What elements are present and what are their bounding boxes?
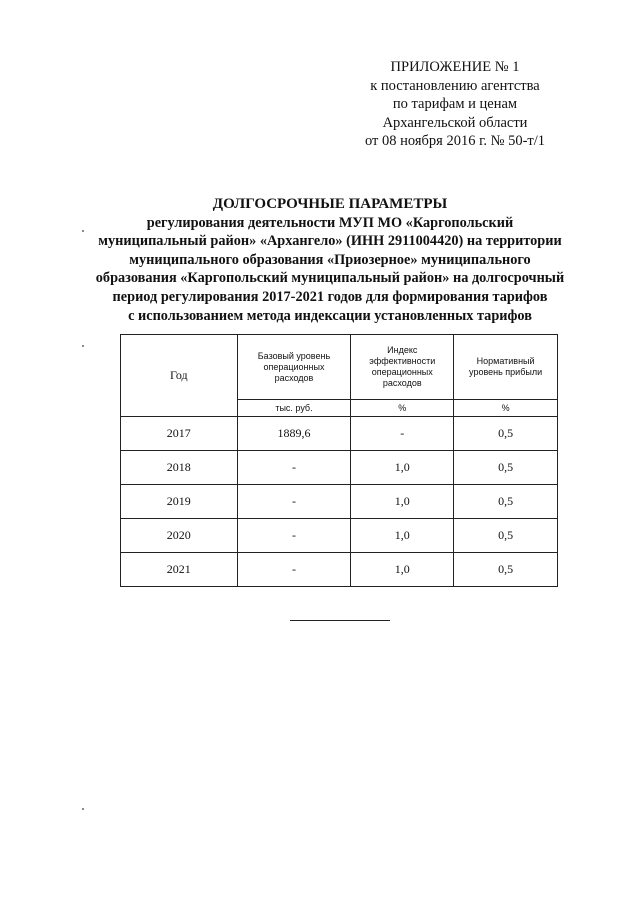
cell-profit: 0,5 (454, 519, 558, 553)
table-row (121, 451, 558, 485)
unit-profit: % (454, 400, 558, 417)
cell-base: - (237, 451, 351, 485)
appendix-line: Архангельской области (382, 114, 528, 131)
cell-index: 1,0 (351, 451, 454, 485)
heading-line: с использованием метода индексации установленных тарифов (128, 307, 532, 324)
heading-line: муниципальный район» «Архангело» (ИНН 2911004420) на территории (98, 233, 562, 250)
cell-index: 1,0 (351, 519, 454, 553)
cell-base: - (237, 519, 351, 553)
heading-line: регулирования деятельности МУП МО «Каргопольский (146, 214, 514, 231)
header-index-line: расходов (382, 378, 422, 388)
header-efficiency-index (351, 335, 454, 400)
cell-profit: 0,5 (454, 451, 558, 485)
header-index-line: операционных (371, 367, 433, 377)
table-row (121, 417, 558, 451)
cell-index: - (351, 417, 454, 451)
cell-base: 1889,6 (237, 417, 351, 451)
header-index-line: эффективности (369, 356, 436, 366)
cell-index: 1,0 (351, 553, 454, 587)
cell-year: 2019 (121, 485, 238, 519)
cell-base: - (237, 485, 351, 519)
unit-base: тыс. руб. (237, 400, 351, 417)
header-profit-level (454, 335, 558, 400)
header-profit-line: Нормативный (476, 356, 535, 366)
table-row (121, 519, 558, 553)
heading-title: ДОЛГОСРОЧНЫЕ ПАРАМЕТРЫ (212, 196, 448, 212)
heading-line: образования «Каргопольский муниципальный район» на долгосрочный (95, 270, 565, 287)
appendix-block (330, 58, 580, 151)
header-index-line: Индекс (387, 345, 418, 355)
heading-line: период регулирования 2017-2021 годов для формирования тарифов (112, 288, 548, 305)
cell-year: 2020 (121, 519, 238, 553)
closing-line (290, 620, 390, 621)
header-base-line: операционных (263, 361, 325, 372)
heading-line: муниципального образования «Приозерное» муниципального (129, 251, 531, 268)
appendix-line: по тарифам и ценам (392, 96, 518, 112)
appendix-date-line: от 08 ноября 2016 г. № 50-т/1 (364, 133, 546, 149)
cell-year: 2018 (121, 451, 238, 485)
cell-year: 2021 (121, 553, 238, 587)
cell-profit: 0,5 (454, 417, 558, 451)
scan-speck (82, 230, 84, 232)
parameters-table (120, 334, 558, 587)
table-header-row (121, 335, 558, 400)
header-year: Год (121, 335, 238, 417)
scan-speck (82, 808, 84, 810)
cell-profit: 0,5 (454, 553, 558, 587)
appendix-title: ПРИЛОЖЕНИЕ № 1 (390, 59, 520, 75)
cell-base: - (237, 553, 351, 587)
header-base-line: Базовый уровень (257, 350, 331, 361)
header-base-line: расходов (274, 372, 314, 383)
header-profit-line: уровень прибыли (469, 367, 543, 377)
table-row (121, 553, 558, 587)
header-base-level (237, 335, 351, 400)
cell-year: 2017 (121, 417, 238, 451)
document-heading (60, 195, 600, 325)
scan-speck (82, 345, 84, 347)
table-row (121, 485, 558, 519)
cell-index: 1,0 (351, 485, 454, 519)
unit-index: % (351, 400, 454, 417)
appendix-line: к постановлению агентства (370, 77, 540, 94)
cell-profit: 0,5 (454, 485, 558, 519)
